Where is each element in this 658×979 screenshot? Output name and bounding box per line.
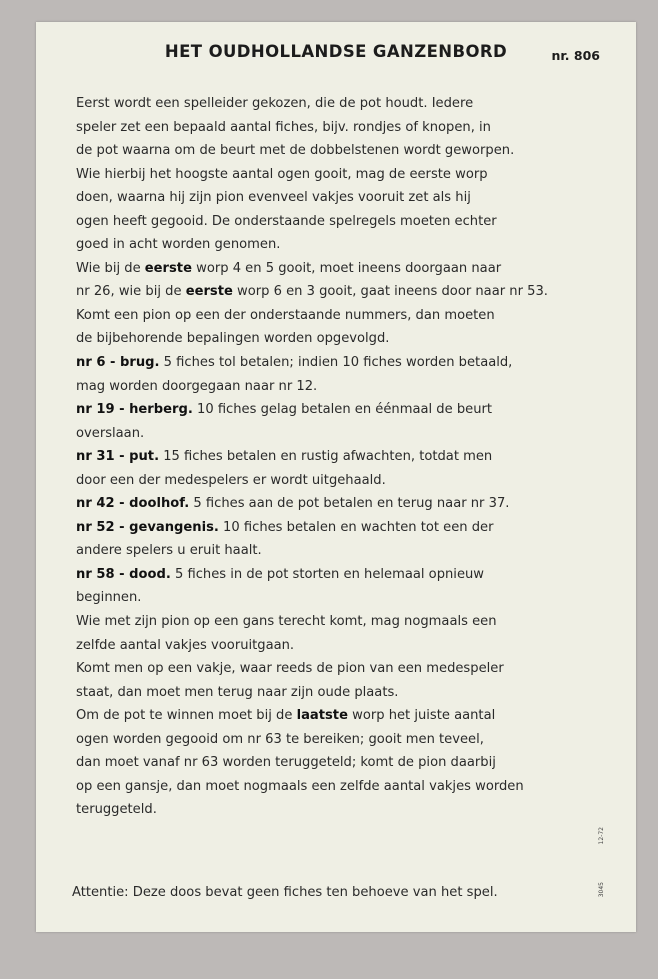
print-code-number: 3045 xyxy=(598,882,605,898)
rule-line xyxy=(76,304,611,328)
rule-text: andere spelers u eruit haalt. xyxy=(76,543,262,559)
rule-text: 10 fiches betalen en wachten tot een der xyxy=(218,519,494,535)
rules-text xyxy=(76,92,611,822)
rule-text: beginnen. xyxy=(76,590,142,606)
rule-text: 5 fiches tol betalen; indien 10 fiches worden betaald, xyxy=(159,355,513,371)
rule-line xyxy=(76,492,611,516)
card-title: HET OUDHOLLANDSE GANZENBORD xyxy=(164,42,508,61)
rule-text: speler zet een bepaald aantal fiches, bijv. rondjes of knopen, in xyxy=(76,119,491,135)
rule-emphasis: eerste xyxy=(144,260,192,276)
rule-text: 5 fiches aan de pot betalen en terug naar nr 37. xyxy=(189,496,510,512)
rule-text: Komt een pion op een der onderstaande nummers, dan moeten xyxy=(76,307,495,323)
rule-line xyxy=(76,681,611,705)
rule-line xyxy=(76,375,611,399)
rule-line xyxy=(76,422,611,446)
rule-text: mag worden doorgegaan naar nr 12. xyxy=(76,378,318,394)
rule-text: worp het juiste aantal xyxy=(347,708,496,724)
rule-text: doen, waarna hij zijn pion evenveel vakjes vooruit zet als hij xyxy=(76,190,471,206)
rule-text: 5 fiches in de pot storten en helemaal opnieuw xyxy=(170,566,485,582)
rule-text: de bijbehorende bepalingen worden opgevolgd. xyxy=(76,331,390,347)
rule-text: worp 4 en 5 gooit, moet ineens doorgaan naar xyxy=(191,260,502,276)
rule-emphasis: nr 58 - dood. xyxy=(76,566,171,582)
rule-text: 15 fiches betalen en rustig afwachten, totdat men xyxy=(159,449,493,465)
rule-text: ogen heeft gegooid. De onderstaande spelregels moeten echter xyxy=(76,213,497,229)
rule-line xyxy=(76,728,611,752)
rule-text: Wie bij de xyxy=(76,260,145,276)
rule-line xyxy=(76,516,611,540)
rule-line xyxy=(76,186,611,210)
rule-line xyxy=(76,163,611,187)
rule-line xyxy=(76,116,611,140)
rule-line xyxy=(76,586,611,610)
rule-text: Eerst wordt een spelleider gekozen, die de pot houdt. Iedere xyxy=(76,96,474,111)
rule-text: teruggeteld. xyxy=(76,802,157,818)
rule-emphasis: eerste xyxy=(185,284,233,300)
rule-emphasis: nr 52 - gevangenis. xyxy=(76,519,219,535)
rule-text: Om de pot te winnen moet bij de xyxy=(76,708,297,724)
rule-text: op een gansje, dan moet nogmaals een zelfde aantal vakjes worden xyxy=(76,778,524,794)
rule-line xyxy=(76,469,611,493)
rule-text: ogen worden gegooid om nr 63 te bereiken; gooit men teveel, xyxy=(76,731,484,747)
rule-text: overslaan. xyxy=(76,425,145,441)
rule-text: worp 6 en 3 gooit, gaat ineens door naar nr 53. xyxy=(232,284,548,300)
rule-line xyxy=(76,92,611,116)
rule-line xyxy=(76,280,611,304)
rule-text: zelfde aantal vakjes vooruitgaan. xyxy=(76,637,295,653)
rule-line xyxy=(76,775,611,799)
rule-text: 10 fiches gelag betalen en éénmaal de beurt xyxy=(192,402,493,418)
rule-line xyxy=(76,751,611,775)
rule-line xyxy=(76,798,611,822)
rule-text: dan moet vanaf nr 63 worden teruggeteld; komt de pion daarbij xyxy=(76,755,496,771)
rule-line xyxy=(76,233,611,257)
rule-line xyxy=(76,351,611,375)
rule-line xyxy=(76,634,611,658)
rule-text: goed in acht worden genomen. xyxy=(76,237,281,253)
rule-emphasis: nr 19 - herberg. xyxy=(76,402,193,418)
rule-line xyxy=(76,257,611,281)
rule-text: Wie met zijn pion op een gans terecht komt, mag nogmaals een xyxy=(76,614,497,630)
rule-line xyxy=(76,539,611,563)
rule-emphasis: nr 6 - brug. xyxy=(76,355,160,371)
rule-text: nr 26, wie bij de xyxy=(76,284,186,300)
rule-emphasis: laatste xyxy=(296,708,348,724)
rule-line xyxy=(76,445,611,469)
rule-line xyxy=(76,398,611,422)
rule-text: de pot waarna om de beurt met de dobbelstenen wordt geworpen. xyxy=(76,143,515,159)
print-code-date: 12-72 xyxy=(598,827,605,845)
rule-line xyxy=(76,139,611,163)
rule-emphasis: nr 31 - put. xyxy=(76,449,160,465)
rule-text: Komt men op een vakje, waar reeds de pion van een medespeler xyxy=(76,661,504,677)
rule-line xyxy=(76,610,611,634)
rule-text: staat, dan moet men terug naar zijn oude plaats. xyxy=(76,684,399,700)
card-number: nr. 806 xyxy=(551,48,600,63)
rule-line xyxy=(76,657,611,681)
rule-line xyxy=(76,704,611,728)
rule-line xyxy=(76,327,611,351)
rule-text: door een der medespelers er wordt uitgehaald. xyxy=(76,472,386,488)
rules-card xyxy=(36,22,636,932)
attention-note: Attentie: Deze doos bevat geen fiches ten behoeve van het spel. xyxy=(72,885,498,900)
rule-text: Wie hierbij het hoogste aantal ogen gooit, mag de eerste worp xyxy=(76,166,488,182)
rule-emphasis: nr 42 - doolhof. xyxy=(76,496,190,512)
rule-line xyxy=(76,563,611,587)
rule-line xyxy=(76,210,611,234)
